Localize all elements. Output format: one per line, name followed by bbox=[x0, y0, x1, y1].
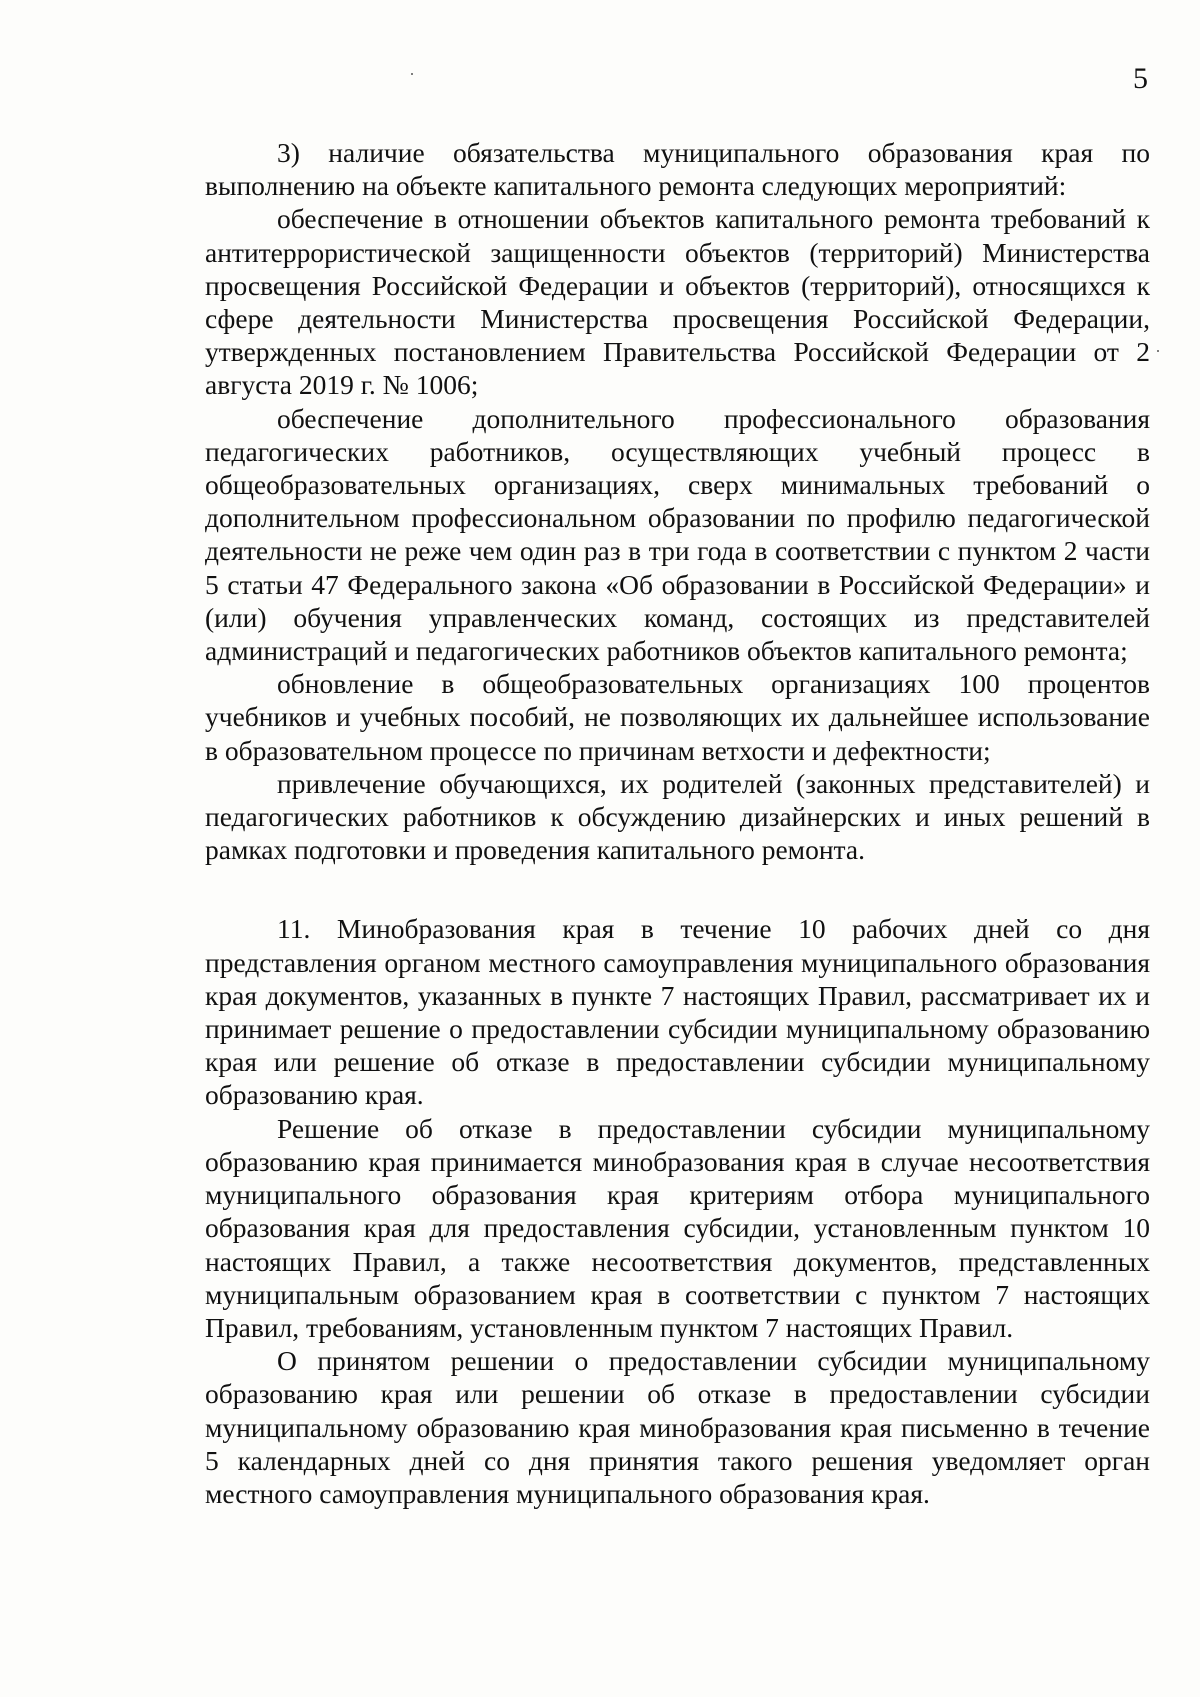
paragraph: обеспечение дополнительного профессионального образования педагогических работников, осуществляющих учебный процесс в общеобразовательных организациях, сверх минимальных требований о дополнительном профессиональном образовании по профилю педагогической деятельности не реже чем один раз в три года в соответствии с пунктом 2 части 5 статьи 47 Федерального закона «Об образовании в Российской Федерации» и (или) обучения управленческих команд, состоящих из представителей администраций и педагогических работников объектов капитального ремонта; bbox=[205, 402, 1150, 667]
paragraph: обеспечение в отношении объектов капитального ремонта требований к антитеррористической защищенности объектов (территорий) Министерства просвещения Российской Федерации и объектов (территорий), относящихся к сфере деятельности Министерства просвещения Российской Федерации, утвержденных постановлением Правительства Российской Федерации от 2 августа 2019 г. № 1006; bbox=[205, 203, 1150, 401]
paragraph: обновление в общеобразовательных организациях 100 процентов учебников и учебных пособий, не позволяющих их дальнейшее использование в образовательном процессе по причинам ветхости и дефектности; bbox=[205, 668, 1150, 766]
scan-speck bbox=[411, 73, 413, 75]
paragraph: 3) наличие обязательства муниципального образования края по выполнению на объекте капитального ремонта следующих мероприятий: bbox=[205, 137, 1150, 202]
paragraph: 11. Минобразования края в течение 10 рабочих дней со дня представления органом местного самоуправления муниципального образования края документов, указанных в пункте 7 настоящих Правил, рассматривает их и принимает решение о предоставлении субсидии муниципальному образованию края или решение об отказе в предоставлении субсидии муниципальному образованию края. bbox=[205, 913, 1150, 1111]
page-number: 5 bbox=[1133, 62, 1148, 95]
paragraph: О принятом решении о предоставлении субсидии муниципальному образованию края или решении об отказе в предоставлении субсидии муниципальному образованию края минобразования края письменно в течение 5 календарных дней со дня принятия такого решения уведомляет орган местного самоуправления муниципального образования края. bbox=[205, 1345, 1150, 1509]
paragraph: Решение об отказе в предоставлении субсидии муниципальному образованию края принимается минобразования края в случае несоответствия муниципального образования края критериям отбора муниципального образования края для предоставления субсидии, установленным пунктом 10 настоящих Правил, а также несоответствия документов, представленных муниципальным образованием края в соответствии с пунктом 7 настоящих Правил, требованиям, установленным пунктом 7 настоящих Правил. bbox=[205, 1112, 1150, 1343]
section-spacer bbox=[205, 866, 1150, 912]
paragraph: привлечение обучающихся, их родителей (законных представителей) и педагогических работников к обсуждению дизайнерских и иных решений в рамках подготовки и проведения капитального ремонта. bbox=[205, 767, 1150, 866]
scan-speck bbox=[1157, 350, 1159, 352]
document-body bbox=[205, 136, 1150, 1510]
